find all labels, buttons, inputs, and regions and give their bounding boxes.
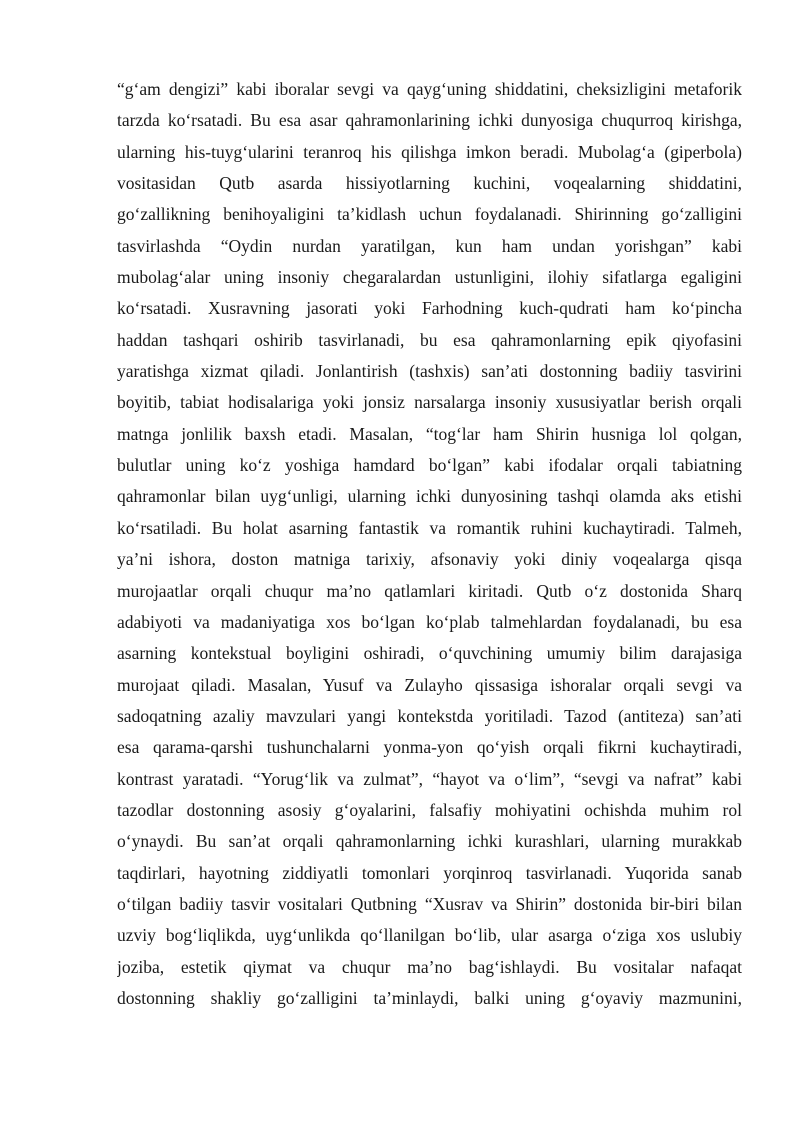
- text-line: qahramonlar bilan uyg‘unligi, ularning ichki dunyosining tashqi olamda aks etishi: [117, 486, 742, 507]
- text-line: sadoqatning azaliy mavzulari yangi kontekstda yoritiladi. Tazod (antiteza) san’ati: [117, 705, 742, 726]
- text-line: haddan tashqari oshirib tasvirlanadi, bu esa qahramonlarning epik qiyofasini: [117, 329, 742, 350]
- text-line: vositasidan Qutb asarda hissiyotlarning kuchini, voqealarning shiddatini,: [117, 173, 742, 194]
- text-line: yaratishga xizmat qiladi. Jonlantirish (tashxis) san’ati dostonning badiiy tasvirini: [117, 361, 742, 382]
- text-line: mubolag‘alar uning insoniy chegaralardan ustunligini, ilohiy sifatlarga egaligini: [117, 267, 742, 288]
- text-line: joziba, estetik qiymat va chuqur ma’no bag‘ishlaydi. Bu vositalar nafaqat: [117, 956, 742, 977]
- text-line: murojaat qiladi. Masalan, Yusuf va Zulayho qissasiga ishoralar orqali sevgi va: [117, 674, 742, 695]
- text-line: uzviy bog‘liqlikda, uyg‘unlikda qo‘llanilgan bo‘lib, ular asarga o‘ziga xos uslubiy: [117, 925, 742, 946]
- text-line: tarzda ko‘rsatadi. Bu esa asar qahramonlarining ichki dunyosiga chuqurroq kirishga,: [117, 110, 742, 131]
- text-line: o‘ynaydi. Bu san’at orqali qahramonlarning ichki kurashlari, ularning murakkab: [117, 831, 742, 852]
- text-line: ko‘rsatiladi. Bu holat asarning fantastik va romantik ruhini kuchaytiradi. Talmeh,: [117, 517, 742, 538]
- text-line: matnga jonlilik baxsh etadi. Masalan, “tog‘lar ham Shirin husniga lol qolgan,: [117, 423, 742, 444]
- text-line: tasvirlashda “Oydin nurdan yaratilgan, kun ham undan yorishgan” kabi: [117, 235, 742, 256]
- text-line: bulutlar uning ko‘z yoshiga hamdard bo‘lgan” kabi ifodalar orqali tabiatning: [117, 455, 742, 476]
- text-line: tazodlar dostonning asosiy g‘oyalarini, falsafiy mohiyatini ochishda muhim rol: [117, 799, 742, 820]
- text-line: boyitib, tabiat hodisalariga yoki jonsiz narsalarga insoniy xususiyatlar berish orqali: [117, 392, 742, 413]
- text-line: murojaatlar orqali chuqur ma’no qatlamlari kiritadi. Qutb o‘z dostonida Sharq: [117, 580, 742, 601]
- text-line: esa qarama-qarshi tushunchalarni yonma-yon qo‘yish orqali fikrni kuchaytiradi,: [117, 737, 742, 758]
- text-line: dostonning shakliy go‘zalligini ta’minlaydi, balki uning g‘oyaviy mazmunini,: [117, 987, 742, 1008]
- text-line: ko‘rsatadi. Xusravning jasorati yoki Farhodning kuch-qudrati ham ko‘pincha: [117, 298, 742, 319]
- text-line: go‘zallikning benihoyaligini ta’kidlash uchun foydalanadi. Shirinning go‘zalligini: [117, 204, 742, 225]
- text-line: o‘tilgan badiiy tasvir vositalari Qutbning “Xusrav va Shirin” dostonida bir-biri bilan: [117, 893, 742, 914]
- text-line: “g‘am dengizi” kabi iboralar sevgi va qayg‘uning shiddatini, cheksizligini metaforik: [117, 79, 742, 99]
- text-line: taqdirlari, hayotning ziddiyatli tomonlari yorqinroq tasvirlanadi. Yuqorida sanab: [117, 862, 742, 883]
- text-line: asarning kontekstual boyligini oshiradi, o‘quvchining umumiy bilim darajasiga: [117, 643, 742, 664]
- text-line: adabiyoti va madaniyatiga xos bo‘lgan ko‘plab talmehlardan foydalanadi, bu esa: [117, 611, 742, 632]
- document-page: [117, 74, 742, 1014]
- text-line: ularning his-tuyg‘ularini teranroq his qilishga imkon beradi. Mubolag‘a (giperbola): [117, 141, 742, 162]
- text-line: ya’ni ishora, doston matniga tarixiy, afsonaviy yoki diniy voqealarga qisqa: [117, 549, 742, 570]
- text-line: kontrast yaratadi. “Yorug‘lik va zulmat”, “hayot va o‘lim”, “sevgi va nafrat” kabi: [117, 768, 742, 789]
